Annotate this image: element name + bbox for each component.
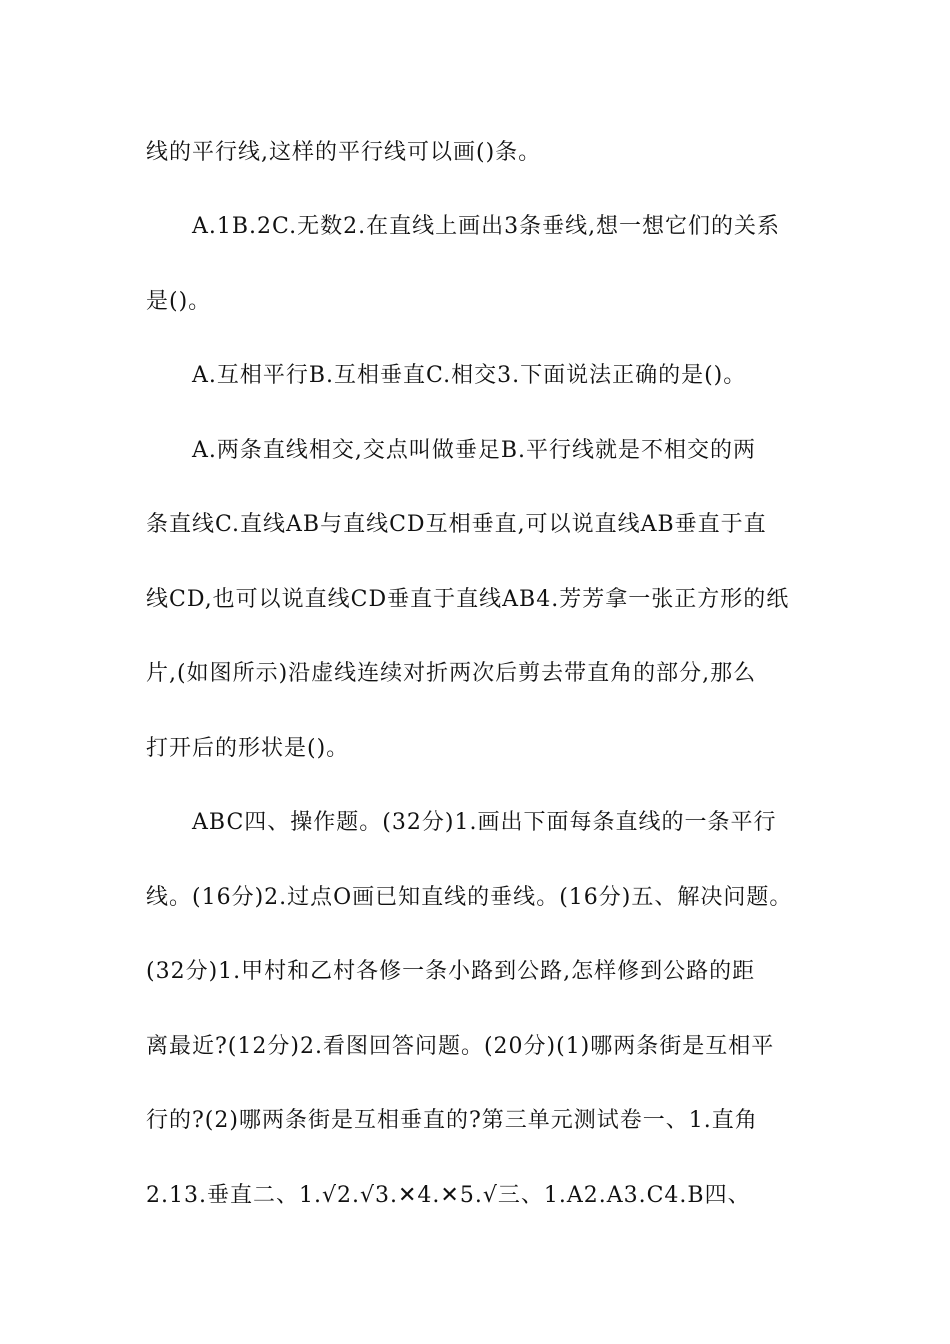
text-line-12: (32分)1.甲村和乙村各修一条小路到公路,怎样修到公路的距: [146, 959, 756, 984]
text-line-14: 行的?(2)哪两条街是互相垂直的?第三单元测试卷一、1.直角: [146, 1108, 758, 1133]
text-line-13: 离最近?(12分)2.看图回答问题。(20分)(1)哪两条街是互相平: [146, 1034, 775, 1059]
text-line-2: A.1B.2C.无数2.在直线上画出3条垂线,想一想它们的关系: [192, 214, 781, 239]
text-line-11: 线。(16分)2.过点O画已知直线的垂线。(16分)五、解决问题。: [146, 885, 793, 910]
text-line-8: 片,(如图所示)沿虚线连续对折两次后剪去带直角的部分,那么: [146, 661, 757, 686]
text-line-7: 线CD,也可以说直线CD垂直于直线AB4.芳芳拿一张正方形的纸: [146, 587, 790, 612]
text-line-5: A.两条直线相交,交点叫做垂足B.平行线就是不相交的两: [192, 438, 757, 463]
text-line-15: 2.13.垂直二、1.√2.√3.✕4.✕5.√三、1.A2.A3.C4.B四、: [146, 1183, 751, 1208]
text-line-6: 条直线C.直线AB与直线CD互相垂直,可以说直线AB垂直于直: [146, 512, 767, 537]
text-line-3: 是()。: [146, 289, 212, 314]
text-line-9: 打开后的形状是()。: [146, 736, 350, 761]
text-line-1: 线的平行线,这样的平行线可以画()条。: [146, 140, 542, 165]
text-line-10: ABC四、操作题。(32分)1.画出下面每条直线的一条平行: [192, 810, 777, 835]
text-line-4: A.互相平行B.互相垂直C.相交3.下面说法正确的是()。: [192, 363, 747, 388]
